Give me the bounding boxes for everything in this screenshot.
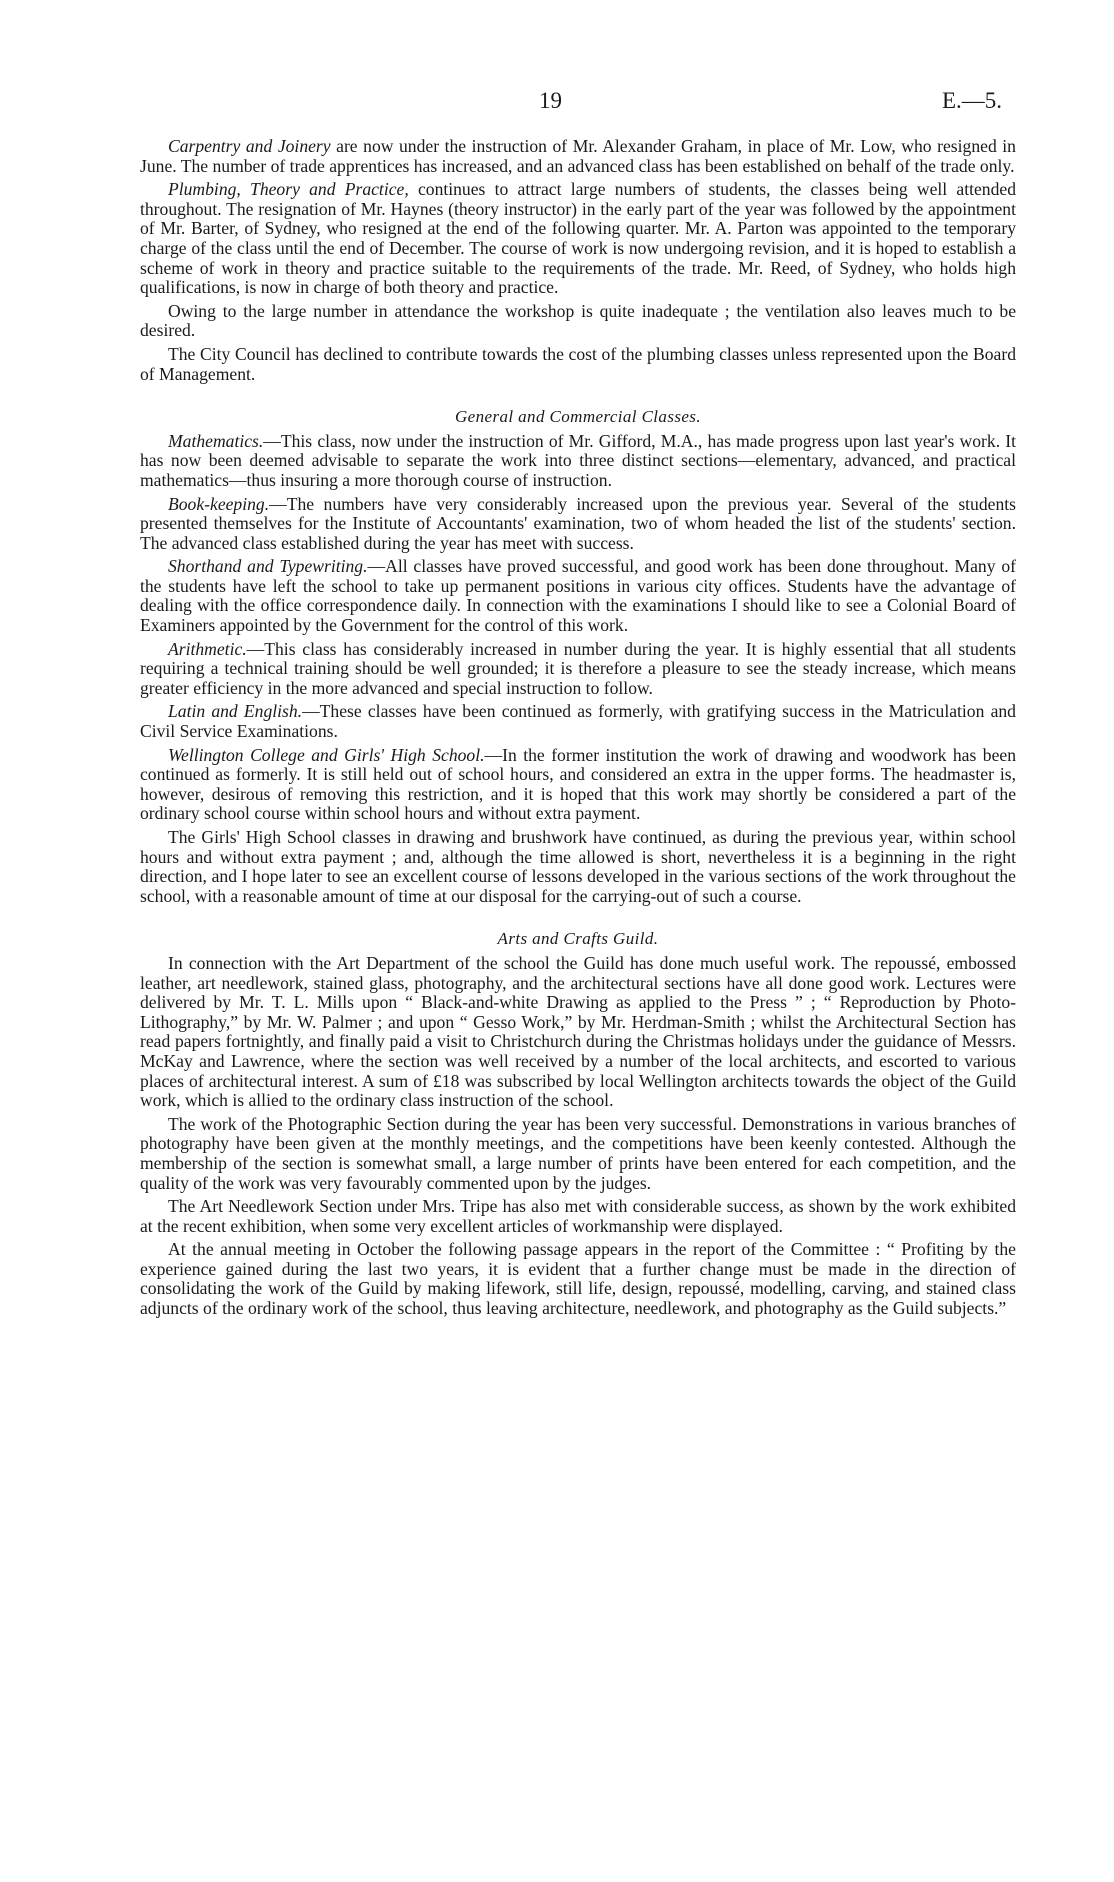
paragraph-text: The work of the Photographic Section during the year has been very successful. Demonstrations in various branches of photography have been given at the monthly meetings, and the competitions have been keenly contested. Although the membership of the section is somewhat small, a large number of prints have been entered for each competition, and the quality of the work was very favourably commented upon by the judges. [140, 1113, 1016, 1193]
paragraph-text: —The numbers have very considerably increased upon the previous year. Several of the students presented themselves for the Institute of Accountants' examination, two of whom headed the list of the students' section. The advanced class established during the year has meet with success. [140, 493, 1016, 553]
section-heading: General and Commercial Classes. [455, 407, 701, 427]
paragraph-lead: Shorthand and Typewriting. [168, 556, 368, 577]
paragraph-text: —These classes have been continued as formerly, with gratifying success in the Matriculation and Civil Service Examinations. [140, 701, 1016, 742]
paragraph [140, 746, 1016, 824]
page-number: 19 [539, 88, 562, 113]
paragraph-text: Owing to the large number in attendance the workshop is quite inadequate ; the ventilation also leaves much to be desired. [140, 300, 1016, 341]
paragraph [140, 640, 1016, 699]
paragraph-text: —This class has considerably increased in number during the year. It is highly essential that all students requiring a technical training should be well grounded; it is therefore a pleasure to see the steady increase, which means greater efficiency in the more advanced and special instruction to follow. [140, 638, 1016, 698]
paragraph-lead: Mathematics. [168, 430, 264, 451]
paragraph [140, 828, 1016, 906]
paragraph [140, 302, 1016, 341]
paragraph-lead: Latin and English. [168, 701, 303, 722]
paragraph-text: The Girls' High School classes in drawing and brushwork have continued, as during the previous year, within school hours and without extra payment ; and, although the time allowed is short, nevertheless it is a beginning in the right direction, and I hope later to see an excellent course of lessons developed in the various sections of the work throughout the school, with a reasonable amount of time at our disposal for the carrying-out of such a course. [140, 827, 1016, 906]
paragraph [140, 1240, 1016, 1318]
section [140, 407, 1016, 906]
paragraph [140, 345, 1016, 384]
paragraph [140, 495, 1016, 554]
paragraph-lead: Arithmetic. [168, 638, 247, 659]
paragraph-text: are now under the instruction of Mr. Alexander Graham, in place of Mr. Low, who resigned in June. The number of trade apprentices has increased, and an advanced class has been established on behalf of the trade only. [140, 136, 1016, 176]
section [140, 137, 1016, 384]
paragraph [140, 432, 1016, 491]
paragraph [140, 954, 1016, 1111]
paragraph [140, 1115, 1016, 1193]
paragraph-lead: Book-keeping. [168, 493, 270, 514]
paragraph-text: At the annual meeting in October the following passage appears in the report of the Committee : “ Profiting by the experience gained during the last two years, it is evident that a further change must be made in the direction of consolidating the work of the Guild by making lifework, still life, design, repoussé, modelling, carving, and stained class adjuncts of the ordinary work of the school, thus leaving architecture, needlework, and photography as the Guild subjects.” [140, 1239, 1016, 1319]
paragraph-text: The City Council has declined to contribute towards the cost of the plumbing classes unless represented upon the Board of Management. [140, 343, 1016, 384]
document-reference: E.—5. [942, 88, 1003, 113]
paragraph [140, 137, 1016, 176]
section [140, 929, 1016, 1318]
paragraph [140, 1197, 1016, 1236]
paragraph [140, 557, 1016, 635]
paragraph [140, 180, 1016, 298]
paragraph-text: The Art Needlework Section under Mrs. Tripe has also met with considerable success, as shown by the work exhibited at the recent exhibition, when some very excellent articles of workmanship were displayed. [140, 1196, 1016, 1236]
paragraph [140, 702, 1016, 741]
paragraph-text: In connection with the Art Department of the school the Guild has done much useful work. The repoussé, embossed leather, art needlework, stained glass, photography, and the architectural sections have all done good work. Lectures were delivered by Mr. T. L. Mills upon “ Black-and-white Drawing as applied to the Press ” ; “ Reproduction by Photo-Lithography,” by Mr. W. Palmer ; and upon “ Gesso Work,” by Mr. Herdman-Smith ; whilst the Architectural Section has read papers fortnightly, and finally paid a visit to Christchurch during the Christmas holidays under the guidance of Messrs. McKay and Lawrence, where the section was well received by a number of the local architects, and escorted to various places of architectural interest. A sum of £18 was subscribed by local Wellington architects towards the object of the Guild work, which is allied to the ordinary class instruction of the school. [140, 952, 1016, 1111]
section-heading: Arts and Crafts Guild. [497, 929, 659, 949]
paragraph-lead: Wellington College and Girls' High School. [168, 744, 485, 765]
paragraph-lead: Plumbing, Theory and Practice, [168, 179, 409, 200]
paragraph-text: —This class, now under the instruction of Mr. Gifford, M.A., has made progress upon last year's work. It has now been deemed advisable to separate the work into three distinct sections—elementary, advanced, and practical mathematics—thus insuring a more thorough course of instruction. [140, 430, 1016, 490]
paragraph-text: —All classes have proved successful, and good work has been done throughout. Many of the students have left the school to take up permanent positions in various city offices. Students have the advantage of dealing with the office correspondence daily. In connection with the examinations I should like to see a Colonial Board of Examiners appointed by the Government for the control of this work. [140, 556, 1016, 636]
document-body [140, 137, 1016, 1323]
paragraph-text: continues to attract large numbers of students, the classes being well attended throughout. The resignation of Mr. Haynes (theory instructor) in the early part of the year was followed by the appointment of Mr. Barter, of Sydney, who resigned at the end of the following quarter. Mr. A. Parton was appointed to the temporary charge of the class until the end of December. The course of work is now undergoing revision, and it is hoped to establish a scheme of work in theory and practice suitable to the requirements of the trade. Mr. Reed, of Sydney, who holds high qualifications, is now in charge of both theory and practice. [140, 179, 1016, 298]
paragraph-lead: Carpentry and Joinery [168, 136, 331, 156]
page-header [0, 88, 1114, 118]
paragraph-text: —In the former institution the work of drawing and woodwork has been continued as formerly. It is still held out of school hours, and considered an extra in the upper forms. The headmaster is, however, desirous of removing this restriction, and it is hoped that this work may shortly be considered a part of the ordinary school course within school hours and without extra payment. [140, 744, 1016, 824]
